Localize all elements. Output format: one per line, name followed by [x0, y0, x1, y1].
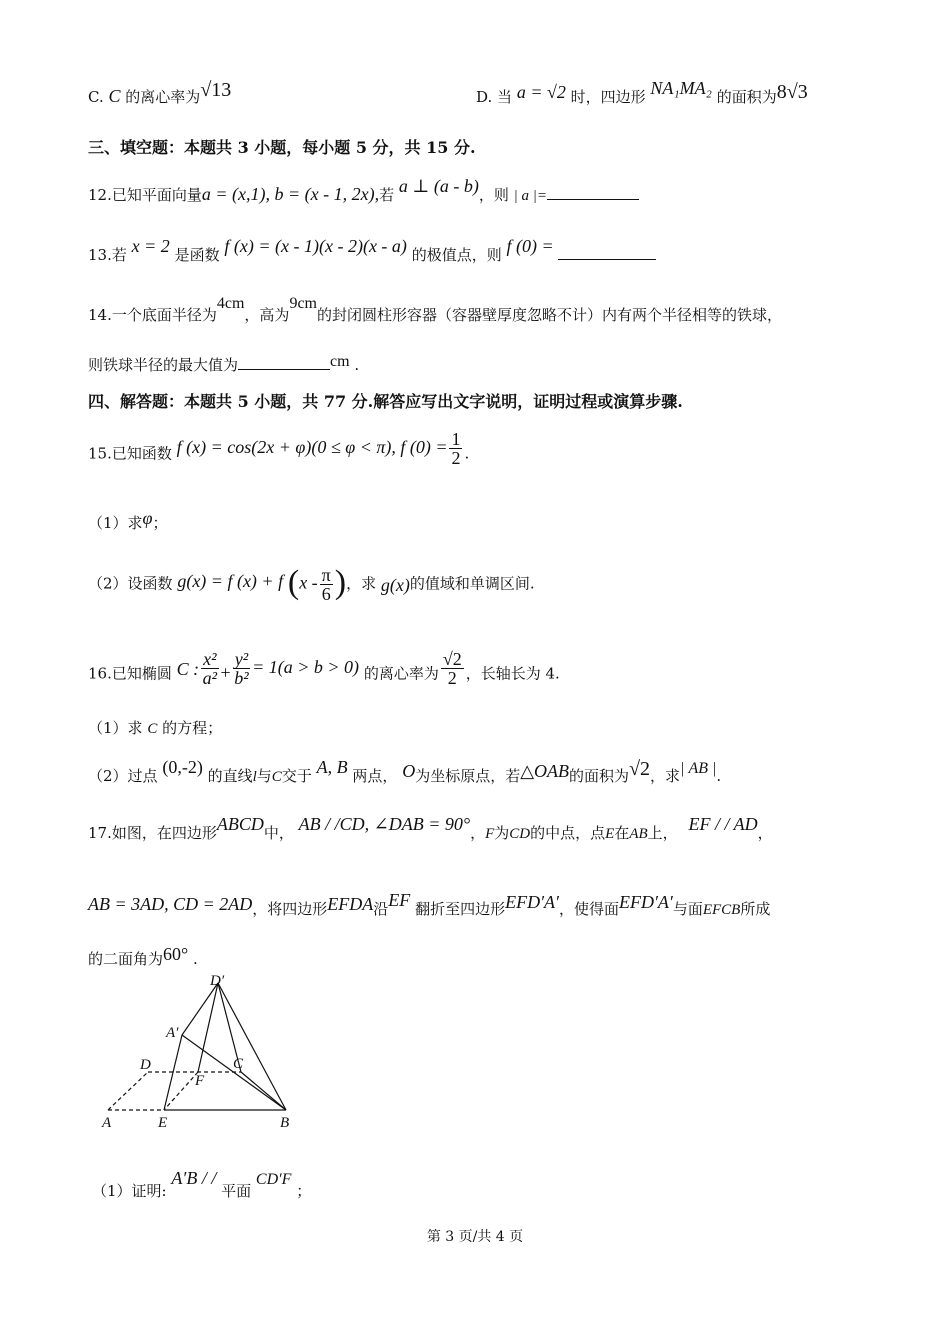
part-var: φ: [142, 508, 153, 528]
paren-open: (: [287, 563, 300, 601]
part-text: 两点，: [352, 767, 398, 785]
part-func: g(x) = f (x) + f: [177, 570, 284, 591]
part-end: 的方程；: [162, 719, 223, 737]
question-12: [88, 176, 639, 206]
part-expr: A′B / /: [171, 1168, 217, 1188]
question-text: 与面: [672, 900, 703, 918]
label-c: C: [233, 1056, 244, 1072]
question-number: 13.: [88, 246, 112, 264]
question-text: 若: [111, 246, 127, 264]
option-cond: a = √2: [516, 82, 566, 102]
question-end: .: [354, 356, 360, 374]
section-3-title: 三、填空题：本题共 3 小题，每小题 5 分，共 15 分.: [88, 138, 476, 157]
question-text: ，: [757, 824, 773, 842]
edge-d1b: [218, 983, 286, 1110]
part-text: ，求: [650, 767, 681, 785]
fraction-x: [201, 650, 218, 687]
fraction-denominator: 6: [321, 584, 331, 604]
option-value: 8√3: [776, 81, 808, 103]
part-label: （2）过点: [88, 767, 158, 785]
question-text: 已知函数: [111, 444, 172, 463]
plane-efda-prime: EFD′A′: [618, 892, 673, 912]
question-16-part-2: [88, 757, 722, 787]
question-ask: f (0) =: [506, 236, 554, 256]
ellipse-cond: = 1(a > b > 0): [252, 656, 360, 677]
part-text: 的直线: [207, 767, 253, 785]
parallel-ef-ad: EF / / AD: [688, 814, 758, 834]
option-var: C: [108, 86, 121, 106]
question-16-part-1: [88, 718, 222, 739]
fraction-denominator: 2: [451, 448, 461, 468]
fraction: [320, 566, 333, 603]
question-var: x = 2: [131, 236, 170, 256]
part-point: (0,-2): [162, 757, 203, 777]
part-text: 的面积为: [569, 767, 630, 785]
part-text: 与: [256, 767, 272, 785]
line-l: l: [252, 769, 257, 785]
question-unit: cm: [330, 353, 350, 370]
part-arg: x -: [299, 572, 318, 593]
label-a: A: [102, 1115, 112, 1131]
question-text: ，将四边形: [252, 900, 328, 918]
question-17-line2: [88, 890, 771, 920]
part-end: 的值域和单调区间.: [409, 574, 535, 593]
question-15-part-1: [88, 508, 168, 533]
option-d: [476, 78, 808, 107]
question-expr: a = (x,1), b = (x - 1, 2x),: [201, 184, 380, 204]
fraction-y: [233, 650, 250, 687]
shape-efda: EFDA: [327, 894, 374, 914]
option-text2: 的面积为: [716, 88, 777, 106]
part-end: ；: [152, 514, 168, 532]
fraction-numerator: π: [321, 565, 331, 585]
part-var: C: [147, 721, 158, 737]
question-16: 16.已知椭圆 C : $\frac{\text{x²}}{\text{a²}}$ + $\frac{\text{y²}}{\text{b²}}$ = 1(a > b > 0) 的离心率为 $\frac{√2}{2}$ ，长轴长为 4.: [88, 649, 560, 688]
question-15-part-2: [88, 563, 535, 604]
part-text: 为坐标原点，若: [415, 767, 521, 785]
part-text: 交于: [281, 767, 312, 785]
part-text: 平面: [221, 1182, 252, 1200]
option-value: √13: [200, 79, 232, 101]
question-cond: a ⊥ (a - b): [398, 176, 479, 196]
question-text: 沿: [373, 900, 389, 918]
question-radius: 4cm: [216, 295, 245, 312]
label-d: D: [140, 1057, 151, 1073]
fraction-numerator: √2: [442, 649, 462, 669]
question-end: .: [193, 950, 198, 968]
question-cond: AB / /CD, ∠DAB = 90°: [298, 814, 471, 834]
question-text: ，则: [478, 186, 509, 204]
triangle-oab: △OAB: [520, 761, 570, 781]
geometry-figure: [98, 975, 318, 1139]
answer-blank[interactable]: [558, 245, 656, 260]
question-text: 是函数: [174, 246, 220, 264]
fraction: [449, 430, 462, 467]
question-text: 的二面角为: [88, 950, 164, 968]
question-text: ，使得面: [558, 900, 619, 918]
part-label: （2）设函数: [88, 574, 173, 593]
question-text: 上，: [647, 824, 678, 842]
geometry-svg: [98, 975, 318, 1135]
question-number: 14.: [88, 306, 112, 324]
answer-blank[interactable]: [547, 185, 639, 200]
part-label: （1）求: [88, 514, 143, 532]
fraction-denominator: 2: [447, 668, 457, 688]
question-end: .: [464, 444, 470, 463]
part-text: ，求: [346, 574, 377, 593]
ratio-cond: AB = 3AD, CD = 2AD: [88, 894, 253, 914]
question-14: [88, 295, 782, 326]
question-text: 所成: [740, 900, 771, 918]
question-number: 17.: [88, 824, 112, 842]
question-14-line2: [88, 355, 359, 376]
option-text: 时，四边形: [570, 88, 646, 106]
question-text: 的封闭圆柱形容器（容器壁厚度忽略不计）内有两个半径相等的铁球，: [316, 306, 782, 324]
abs-ab: | AB |: [680, 760, 717, 777]
question-text: 的中点，点: [530, 824, 606, 842]
part-label: （1）证明:: [92, 1182, 167, 1200]
fraction-denominator: b²: [234, 668, 249, 688]
point-e: E: [605, 826, 615, 842]
question-number: 16.: [88, 664, 112, 683]
question-height: 9cm: [289, 295, 317, 312]
question-text: 如图，在四边形: [111, 824, 217, 842]
question-text: 的离心率为: [363, 664, 439, 683]
question-text: 的极值点，则: [411, 246, 502, 264]
answer-blank[interactable]: [238, 355, 330, 370]
area-value: √2: [629, 758, 651, 780]
option-c: [88, 79, 232, 107]
question-func: f (x) = cos(2x + φ)(0 ≤ φ < π), f (0) =: [176, 436, 448, 457]
question-13: [88, 236, 656, 265]
page-footer: 第 3 页/共 4 页: [426, 1229, 524, 1245]
part-label: （1）求: [88, 719, 143, 737]
option-shape: NA₁MA₂: [650, 78, 712, 98]
part-end: ；: [296, 1182, 312, 1200]
shape-efda-prime: EFD′A′: [505, 892, 559, 912]
option-label: C.: [88, 88, 104, 106]
question-number: 15.: [88, 444, 112, 463]
question-15: [88, 429, 470, 473]
label-d-prime: D′: [210, 975, 225, 989]
question-text: ，高为: [244, 306, 290, 324]
question-text: 翻折至四边形: [415, 900, 506, 918]
label-f: F: [195, 1073, 205, 1089]
question-text: 则铁球半径的最大值为: [88, 356, 239, 374]
fraction-numerator: y²: [234, 649, 249, 669]
edge-cb: [241, 1072, 286, 1110]
question-text: 为: [494, 824, 510, 842]
fraction-numerator: 1: [451, 429, 461, 449]
question-text: ，: [470, 824, 486, 842]
question-number: 12.: [88, 186, 112, 204]
label-b: B: [280, 1115, 290, 1131]
fraction-e: [441, 650, 464, 687]
question-text: ，长轴长为 4.: [465, 664, 560, 683]
label-e: E: [158, 1115, 168, 1131]
question-17-line3: [88, 944, 198, 969]
question-text: 一个底面半径为: [111, 306, 217, 324]
plane-cdf: CD′F: [255, 1171, 292, 1188]
part-g: g(x): [380, 574, 410, 595]
segment-cd: CD: [509, 826, 531, 842]
paren-close: ): [334, 563, 347, 601]
plane-efcb: EFCB: [702, 902, 741, 918]
shape-abcd: ABCD: [216, 814, 264, 834]
question-ask: | a |=: [513, 188, 547, 204]
question-text: 已知平面向量: [111, 186, 202, 204]
question-text: 中，: [263, 824, 294, 842]
segment-ef: EF: [388, 890, 411, 910]
question-text: 已知椭圆: [111, 664, 172, 683]
segment-ab: AB: [629, 826, 648, 842]
option-text: 的离心率为: [125, 88, 201, 106]
point-o: O: [402, 761, 416, 781]
question-17: [88, 814, 773, 844]
points-ab: A, B: [316, 757, 348, 777]
point-f: F: [485, 826, 495, 842]
question-text: 在: [614, 824, 630, 842]
fraction-denominator: a²: [202, 668, 218, 688]
label-a-prime: A′: [166, 1025, 179, 1041]
edge-ad: [108, 1072, 148, 1110]
question-text: 若: [379, 186, 395, 204]
fraction-numerator: x²: [203, 649, 217, 669]
part-end: .: [716, 767, 722, 785]
ellipse-name: C :: [176, 658, 200, 679]
dihedral-angle: 60°: [163, 944, 189, 964]
question-func: f (x) = (x - 1)(x - 2)(x - a): [224, 236, 407, 256]
option-label: D. 当: [476, 88, 513, 106]
ellipse-name: C: [271, 769, 282, 785]
section-4-title: 四、解答题：本题共 5 小题，共 77 分.解答应写出文字说明，证明过程或演算步骤.: [88, 392, 683, 411]
question-17-part-1: [92, 1168, 312, 1202]
